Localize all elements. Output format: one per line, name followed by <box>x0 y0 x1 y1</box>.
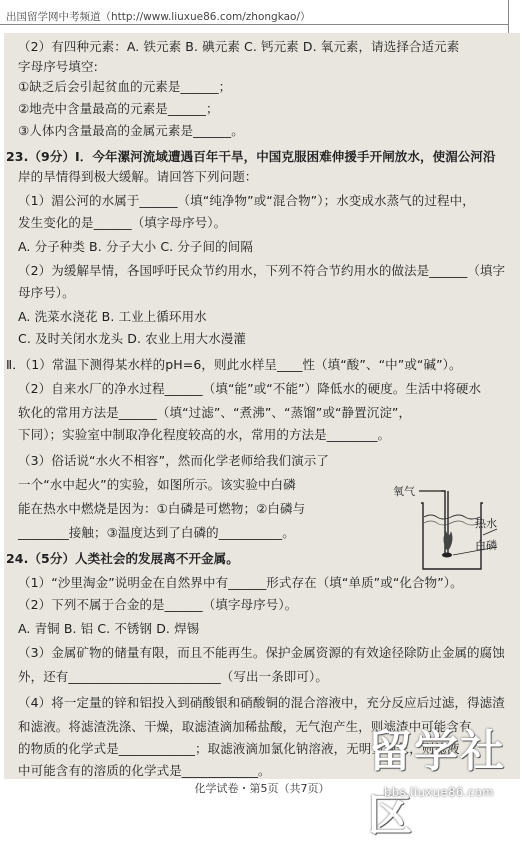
text-line: 外，还有________________________（写出一条即可）。 <box>18 669 328 684</box>
text-line: C. 及时关闭水龙头 D. 农业上用大水漫灌 <box>18 331 246 346</box>
text-line: A. 分子种类 B. 分子大小 C. 分子间的间隔 <box>18 239 253 254</box>
oxygen-label: 氧气 <box>393 485 415 498</box>
text-line: （4）将一定量的锌和铝投入到硝酸银和硝酸铜的混合溶液中，充分反应后过滤，得滤渣 <box>18 695 505 710</box>
beaker-experiment-figure <box>393 483 513 575</box>
question-23-title: 23.（9分）Ⅰ．今年漯河流域遭遇百年干旱，中国克服困难伸援手开闸放水，使湄公河沿 <box>6 149 496 164</box>
text-line: 的物质的化学式是____________；取滤液滴加氯化钠溶液，无明显现象，则滤液 <box>18 741 460 756</box>
exam-page <box>4 33 520 841</box>
text-line: ③人体内含量最高的金属元素是______。 <box>18 123 244 138</box>
white-phosphorus <box>442 553 452 558</box>
watermark-brand: 留学社区 <box>368 726 506 841</box>
text-line: 母序号）。 <box>18 285 75 300</box>
watermark-url: bbs.liuxue86.com <box>384 785 494 799</box>
text-line: （3）俗话说“水火不相容”，然而化学老师给我们演示了 <box>18 453 330 468</box>
text-line: （2）下列不属于合金的是______（填字母序号）。 <box>18 597 298 612</box>
text-line: （2）为缓解旱情，各国呼吁民众节约用水，下列不符合节约用水的做法是______（填字 <box>18 263 506 278</box>
text-line: ①缺乏后会引起贫血的元素是______； <box>18 79 232 94</box>
text-line: 下同）；实验室中制取净化程度较高的水，常用的方法是________。 <box>18 427 391 442</box>
text-line: A. 青铜 B. 铝 C. 不锈钢 D. 焊锡 <box>18 621 200 636</box>
text-line: （2）有四种元素：A. 铁元素 B. 碘元素 C. 钙元素 D. 氧元素，请选择合适元素 <box>18 39 460 54</box>
header-text: 出国留学网中考频道（http://www.liuxue86.com/zhongkao/） <box>6 11 311 23</box>
text-line: （2）自来水厂的净水过程______（填“能”或“不能”）降低水的硬度。生活中将硬水 <box>18 381 482 396</box>
site-watermark <box>364 713 514 841</box>
text-line: ②地壳中含量最高的元素是______； <box>18 101 219 116</box>
text-line: （3）金属矿物的储量有限，而且不能再生。保护金属资源的有效途径除防止金属的腐蚀 <box>18 645 505 660</box>
header-rule <box>0 24 508 25</box>
text-line: ________接触；③温度达到了白磷的__________。 <box>18 525 295 540</box>
page-header <box>0 0 522 26</box>
question-24-title: 24.（5分）人类社会的发展离不开金属。 <box>6 551 239 566</box>
page-footer: 化学试卷・第5页（共7页） <box>194 782 330 795</box>
text-line: 和滤液。将滤渣洗涤、干燥，取滤渣滴加稀盐酸，无气泡产生，则滤渣中可能含有 <box>18 719 472 734</box>
text-line: 一个“水中起火”的实验，如图所示。该实验中白磷 <box>18 477 296 492</box>
text-line: （1）湄公河的水属于______（填“纯净物”或“混合物”）；水变成水蒸气的过程中， <box>18 193 475 208</box>
text-line: （1）“沙里淘金”说明金在自然界中有______形式存在（填“单质”或“化合物”）。 <box>18 575 463 590</box>
text-line: A. 洗菜水浇花 B. 工业上循环用水 <box>18 309 207 324</box>
text-line: 岸的旱情得到极大缓解。请回答下列问题： <box>18 169 258 184</box>
text-line: 中可能含有的溶质的化学式是____________。 <box>18 763 271 778</box>
text-line: 字母序号填空: <box>18 59 98 74</box>
hot-water-label: 热水 <box>475 517 497 530</box>
text-line: 软化的常用方法是______（填“过滤”、“煮沸”、“蒸馏”或“静置沉淀”， <box>18 405 412 420</box>
white-phosphorus-label: 白磷 <box>475 539 497 552</box>
text-line: 能在热水中燃烧是因为：①白磷是可燃物；②白磷与 <box>18 501 306 516</box>
text-line: 发生变化的是______（填字母序号）。 <box>18 215 227 230</box>
text-line: Ⅱ．（1）常温下测得某水样的pH=6，则此水样呈____性（填“酸”、“中”或“碱”）。 <box>6 357 462 372</box>
